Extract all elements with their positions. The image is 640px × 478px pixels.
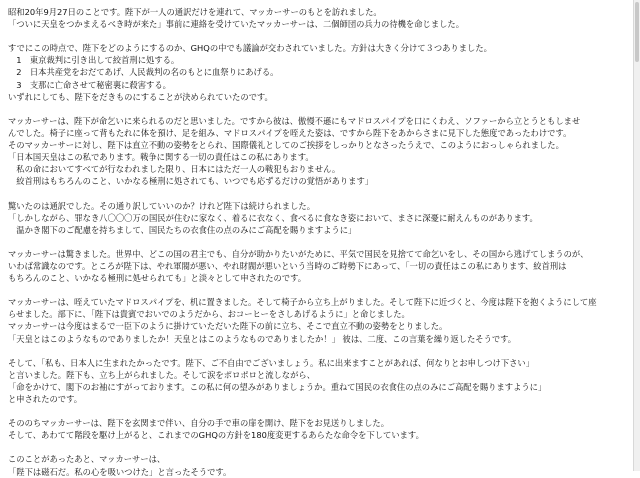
text-line: 昭和20年9月27日のことです。陛下が一人の通訳だけを連れて、マッカーサーのもとを訪れました。 bbox=[8, 7, 382, 17]
text-line: すでにこの時点で、陛下をどのようにするのか、GHQの中でも議論が交わされていました。方針は大きく分けて３つありました。 bbox=[8, 43, 492, 54]
paragraph-gap bbox=[8, 345, 632, 357]
text-line: 「陛下は磁石だ。私の心を吸いつけた」と言ったそうです。 bbox=[8, 466, 232, 477]
text-line: 2 日本共産党をおだてあげ、人民裁判の名のもとに血祭りにあげる。 bbox=[8, 67, 279, 78]
paragraph-gap bbox=[8, 103, 632, 115]
text-line: 温かき閣下のご配慮を持ちまして、国民たちの衣食住の点のみにご高配を賜りますように」 bbox=[8, 224, 357, 235]
text-line: そのマッカーサーに対し、陛下は直立不動の姿勢をとられ、国際儀礼としてのご挨拶をしっかりとなさったうえで、このようにおっしゃられました。 bbox=[8, 140, 564, 151]
text-line: いずれにしても、陛下をだきものにすることが決められていたのです。 bbox=[8, 91, 273, 102]
text-line: そして、「私も、日本人に生まれたかったです。陛下、ご不自由でございましょう。私に出来ますことがあれば、何なりとお申しつけ下さい」 bbox=[8, 357, 535, 368]
paragraph-gap bbox=[8, 236, 632, 248]
paragraph-gap bbox=[8, 187, 632, 199]
text-line: 驚いたのは通訳でした。その通り訳していいのか？けれど陛下は続けられました。 bbox=[8, 200, 315, 211]
text-line: と言いました。陛下も、立ち上がられました。そして涙をポロポロと流しながら、 bbox=[8, 369, 315, 380]
vertical-scrollbar[interactable] bbox=[633, 0, 640, 471]
text-line: 「命をかけて、閣下のお袖にすがっております。この私に何の望みがありましょうか。重ねて国民の衣食住の点のみにご高配を賜りますように」 bbox=[8, 381, 547, 392]
text-line: そして、あわてて階段を駆け上がると、これまでのGHQの方針を180度変更するあらたな命令を下しています。 bbox=[8, 430, 424, 441]
paragraph-gap bbox=[8, 30, 632, 42]
text-line: 「天皇とはこのようなものでありましたか！天皇とはこのようなものでありましたか！」 彼は、二度、この言葉を繰り返したそうです。 bbox=[8, 333, 517, 344]
text-line: 絞首刑はもちろんのこと、いかなる極刑に処されても、いつでも応ずるだけの覚悟があります」 bbox=[8, 176, 374, 187]
text-line: もちろんのこと、いかなる極刑に処せられても」と淡々として申されたのです。 bbox=[8, 273, 307, 284]
text-line: そののちマッカーサーは、陛下を玄関まで伴い、自分の手で車の扉を開け、陛下をお見送りしました。 bbox=[8, 418, 389, 429]
text-line: と申されたのです。 bbox=[8, 394, 83, 404]
text-line: 「しかしながら、罪なき八〇〇〇万の国民が住むに家なく、着るに衣なく、食べるに食なき姿において、まさに深憂に耐えんものがあります。 bbox=[8, 212, 538, 223]
text-line: マッカーサーは、咥えていたマドロスパイプを、机に置きました。そして椅子から立ち上がりました。そして陛下に近づくと、今度は陛下を抱くようにして座 bbox=[8, 297, 597, 308]
text-line: 「日本国天皇はこの私であります。戦争に関する一切の責任はこの私にあります。 bbox=[8, 152, 314, 163]
paragraph-gap bbox=[8, 405, 632, 417]
text-line: 「ついに天皇をつかまえるべき時が来た」事前に連絡を受けていたマッカーサーは、二個師団の兵力の待機を命じました。 bbox=[8, 19, 465, 30]
text-line: マッカーサーは今度はまるで一臣下のように掛けていただいた陛下の前に立ち、そこで直立不動の姿勢をとりました。 bbox=[8, 321, 448, 332]
text-line: んでした。椅子に座って背もたれに体を預け、足を組み、マドロスパイプを咥えた姿は、ですから陛下をあからさまに見下した態度であったわけです。 bbox=[8, 127, 572, 138]
text-line: マッカーサーは、陛下が命乞いに来られるのだと思いました。ですから彼は、傲慢不遜にもマドロスパイプを口にくわえ、ソファーから立とうともしませ bbox=[8, 115, 581, 126]
text-line: 私の命においてすべてが行なわれました限り、日本にはただ一人の戦犯もおりません。 bbox=[8, 164, 341, 175]
text-line: いわば常識なのです。ところが陛下は、やれ軍閥が悪い、やれ財閥が悪いという当時のご時勢下にあって、「一切の責任はこの私にあります、絞首刑は bbox=[8, 260, 567, 271]
text-line: このことがあったあと、マッカーサーは、 bbox=[8, 454, 166, 465]
text-line: マッカーサーは驚きました。世界中、どこの国の君主でも、自分が助かりたいがために、平気で国民を見捨てて命乞いをし、その国から逃げてしまうのが、 bbox=[8, 248, 589, 259]
document-body bbox=[8, 6, 632, 478]
paragraph-gap bbox=[8, 441, 632, 453]
text-line: 1 東京裁判に引き出して絞首刑に処する。 bbox=[8, 55, 180, 66]
text-line: らせました。部下に、「陛下は貴賓でおいでのようだから、おコーヒーをさしあげるように」と命じました。 bbox=[8, 309, 410, 320]
paragraph-gap bbox=[8, 284, 632, 296]
scrollbar-thumb[interactable] bbox=[635, 2, 639, 62]
text-line: 3 支那に亡命させて秘密裏に殺害する。 bbox=[8, 79, 171, 90]
